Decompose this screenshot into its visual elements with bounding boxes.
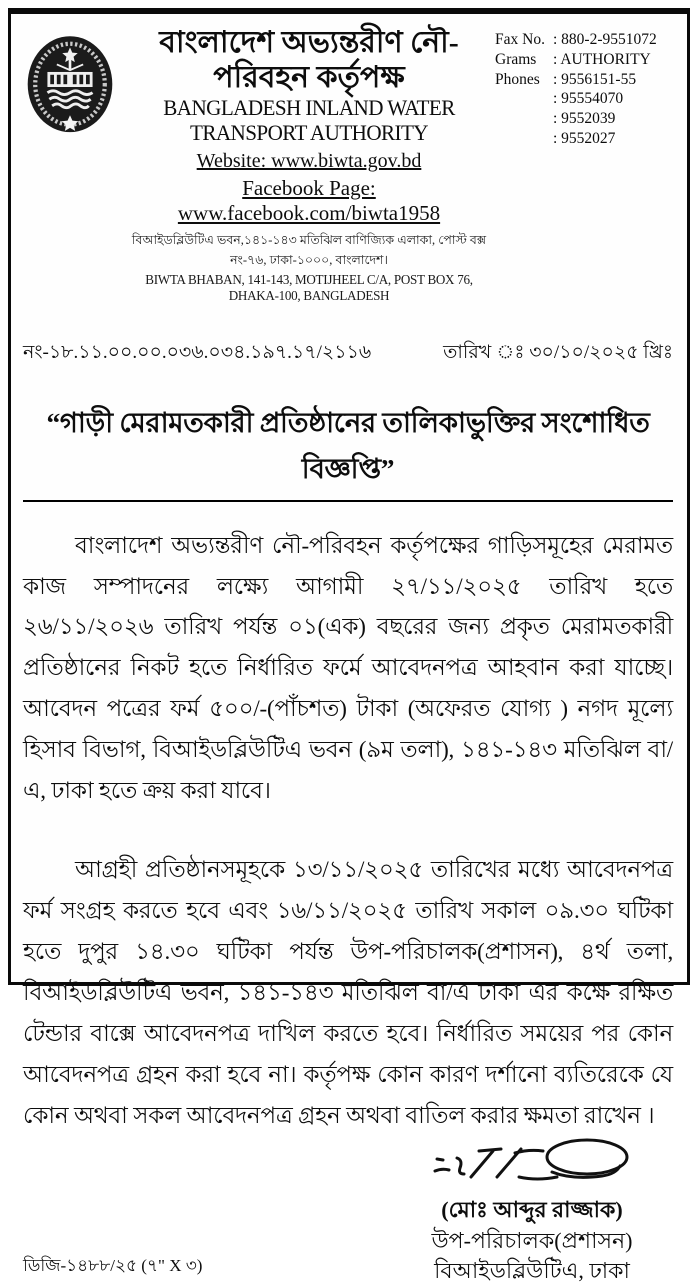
signature-scrawl-icon	[427, 1137, 637, 1199]
contact-value: : 880-2-9551072	[553, 31, 657, 48]
contact-row-grams	[495, 50, 673, 70]
title-row	[23, 402, 673, 502]
notice-body	[23, 526, 673, 1137]
contact-label	[495, 129, 553, 149]
memo-row	[23, 338, 673, 370]
paragraph-1: বাংলাদেশ অভ্যন্তরীণ নৌ-পরিবহন কর্তৃপক্ষের গাড়িসমূহের মেরামত কাজ সম্পাদনের লক্ষ্যে আগামী ২৭/১১/২০২৫ তারিখ হতে ২৬/১১/২০২৬ তারিখ পর্যন্ত ০১(এক) বছরের জন্য প্রকৃত মেরামতকারী প্রতিষ্ঠানের নিকট হতে নির্ধারিত ফর্মে আবেদনপত্র আহবান করা যাচ্ছে। আবেদন পত্রের ফর্ম ৫০০/-(পাঁচশত) টাকা (অফেরত যোগ্য ) নগদ মূল্যে হিসাব বিভাগ, বিআইডব্লিউটিএ ভবন (৯ম তলা), ১৪১-১৪৩ মতিঝিল বা/এ, ঢাকা হতে ক্রয় করা যাবে।	[23, 532, 673, 804]
bottom-row	[23, 1137, 673, 1287]
contact-value: : 9556151-55	[553, 70, 637, 88]
signatory-designation: উপ-পরিচালক(প্রশাসন)	[431, 1227, 633, 1253]
org-name-bengali: বাংলাদেশ অভ্যন্তরীণ নৌ-পরিবহন কর্তৃপক্ষ	[159, 26, 459, 94]
notice-title: “গাড়ী মেরামতকারী প্রতিষ্ঠানের তালিকাভুক্তির সংশোধিত বিজ্ঞপ্তি”	[23, 402, 673, 502]
contact-row-phones	[495, 70, 673, 90]
signature-block	[397, 1137, 667, 1287]
contact-value: : 9552039	[553, 110, 616, 128]
facebook-link: Facebook Page: www.facebook.com/biwta1958	[177, 175, 441, 225]
address-bengali: বিআইডব্লিউটিএ ভবন,১৪১-১৪৩ মতিঝিল বাণিজ্যিক এলাকা, পোস্ট বক্স নং-৭৬, ঢাকা-১০০০, বাংলাদেশ।	[131, 232, 487, 267]
signatory-organization: বিআইডব্লিউটিএ, ঢাকা	[434, 1258, 630, 1284]
address-english: BIWTA BHABAN, 141-143, MOTIJHEEL C/A, POST BOX 76, DHAKA-100, BANGLADESH	[145, 271, 473, 303]
signatory-name: (মোঃ আব্দুর রাজ্জাক)	[441, 1196, 623, 1222]
letterhead-center	[123, 20, 495, 304]
paragraph-2: আগ্রহী প্রতিষ্ঠানসমূহকে ১৩/১১/২০২৫ তারিখের মধ্যে আবেদনপত্র ফর্ম সংগ্রহ করতে হবে এবং ১৬/১১/২০২৫ তারিখ সকাল ০৯.৩০ ঘটিকা হতে দুপুর ১৪.৩০ ঘটিকা পর্যন্ত উপ-পরিচালক(প্রশাসন), ৪র্থ তলা, বিআইডব্লিউটিএ ভবন, ১৪১-১৪৩ মতিঝিল বা/এ ঢাকা এর কক্ষে রক্ষিত টেন্ডার বাক্সে আবেদনপত্র দাখিল করতে হবে। নির্ধারিত সময়ের পর কোন আবেদনপত্র গ্রহন করা হবে না। কর্তৃপক্ষ কোন কারণ দর্শানো ব্যতিরেকে যে কোন অথবা সকল আবেদনপত্র গ্রহন অথবা বাতিল করার ক্ষমতা রাখেন ।	[23, 857, 673, 1128]
memo-number: নং-১৮.১১.০০.০০.০৩৬.০৩৪.১৯৭.১৭/২১১৬	[23, 341, 372, 363]
contact-row-phone3	[495, 109, 673, 129]
contact-value: : AUTHORITY	[553, 50, 651, 68]
biwta-emblem-icon	[23, 30, 117, 144]
print-code: ডিজি-১৪৮৮/২৫ (৭" X ৩)	[23, 1256, 203, 1276]
contact-value: : 95554070	[553, 90, 624, 108]
contact-label: Fax No.	[495, 31, 545, 48]
notice-sheet	[8, 8, 690, 1284]
contact-label	[495, 109, 553, 129]
contact-row-phone2	[495, 89, 673, 109]
contact-block	[495, 20, 673, 149]
letterhead	[23, 20, 673, 304]
website-link: Website: www.biwta.gov.bd	[196, 149, 422, 172]
memo-date: তারিখ ঃ ৩০/১০/২০২৫ খ্রিঃ	[443, 341, 673, 363]
contact-row-phone4	[495, 129, 673, 149]
contact-label: Phones	[495, 70, 540, 88]
contact-label: Grams	[495, 50, 537, 68]
contact-label	[495, 89, 553, 109]
org-name-english: BANGLADESH INLAND WATER TRANSPORT AUTHORITY	[163, 95, 455, 146]
contact-row-fax	[495, 30, 673, 50]
biwta-logo	[23, 20, 123, 149]
contact-value: : 9552027	[553, 130, 616, 148]
